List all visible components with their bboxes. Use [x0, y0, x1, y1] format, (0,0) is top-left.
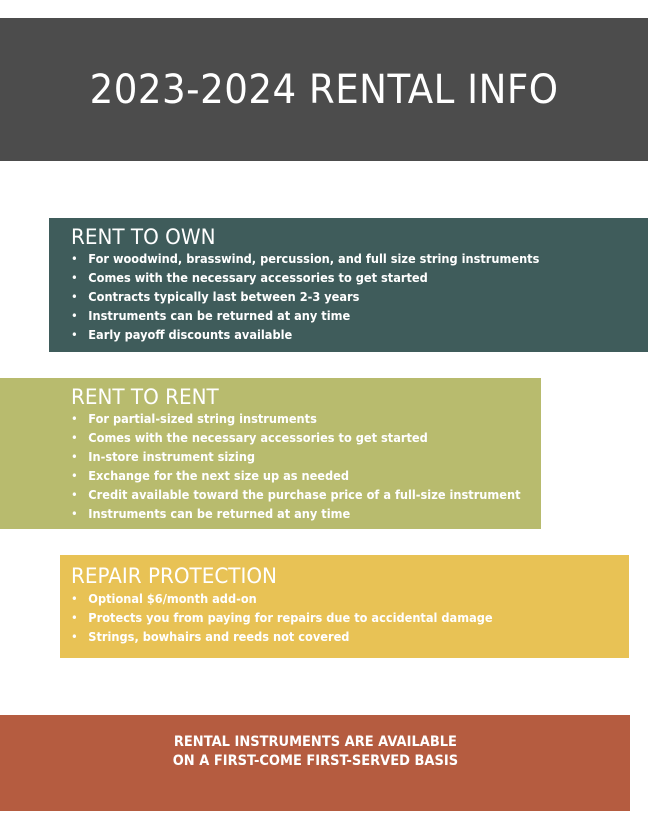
list-item: • In-store instrument sizing	[71, 447, 499, 466]
list-item: • Exchange for the next size up as needed	[71, 466, 499, 485]
feature-list	[71, 249, 648, 344]
notice-line: ON A FIRST-COME FIRST-SERVED BASIS	[172, 753, 458, 769]
list-item: • Instruments can be returned at any time	[71, 306, 596, 325]
feature-list	[71, 409, 541, 523]
list-item: • Comes with the necessary accessories to get started	[71, 268, 596, 287]
section-title: RENT TO OWN	[71, 225, 216, 249]
rent-to-own-section	[49, 218, 648, 352]
list-item: • Optional $6/month add-on	[71, 589, 579, 608]
availability-banner	[0, 715, 630, 811]
list-item: • Early payoff discounts available	[71, 325, 596, 344]
list-item: • For partial-sized string instruments	[71, 409, 499, 428]
list-item: • Contracts typically last between 2-3 years	[71, 287, 596, 306]
list-item: • Instruments can be returned at any time	[71, 504, 499, 523]
list-item: • Credit available toward the purchase price of a full-size instrument	[71, 485, 499, 504]
feature-list	[71, 589, 629, 646]
page-title: 2023-2024 RENTAL INFO	[89, 66, 559, 113]
list-item: • For woodwind, brasswind, percussion, and full size string instruments	[71, 249, 596, 268]
section-title: REPAIR PROTECTION	[71, 564, 277, 588]
section-title: RENT TO RENT	[71, 385, 219, 409]
repair-protection-section	[60, 555, 629, 658]
rent-to-rent-section	[0, 378, 541, 529]
notice-line: RENTAL INSTRUMENTS ARE AVAILABLE	[173, 734, 457, 750]
list-item: • Strings, bowhairs and reeds not covered	[71, 627, 579, 646]
header-banner	[0, 18, 648, 161]
availability-notice	[172, 733, 457, 811]
list-item: • Protects you from paying for repairs due to accidental damage	[71, 608, 579, 627]
list-item: • Comes with the necessary accessories to get started	[71, 428, 499, 447]
